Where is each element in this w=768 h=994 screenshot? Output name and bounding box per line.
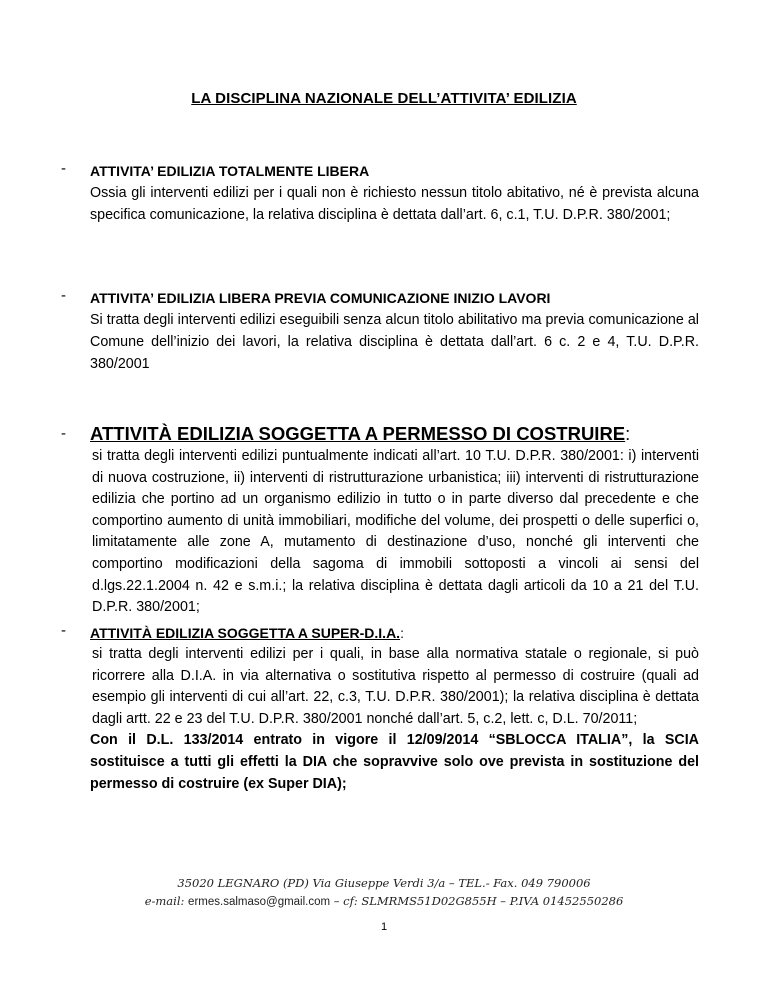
section-heading-row (90, 622, 699, 644)
section-heading-colon: : (625, 423, 631, 444)
page-number: 1 (380, 921, 388, 933)
footer-address: 35020 LEGNARO (PD) Via Giuseppe Verdi 3/a – TEL.- Fax. 049 790006 (177, 876, 591, 890)
section-body: si tratta degli interventi edilizi per i quali, in base alla normativa statale o regionale, si può ricorrere alla D.I.A. in via alternativa o sostitutiva rispetto al permesso di costruire (quali ad esempio gli interventi di cui all’art. 22, c.3, T.U. D.P.R. 380/2001); la relativa disciplina è dettata dagli artt. 22 e 23 del T.U. D.P.R. 380/2001 nonché dall’art. 5, c.2, lett. c, D.L. 70/2011; (92, 646, 699, 727)
section-libera-previa-comunicazione (61, 287, 699, 376)
section-heading-row (90, 422, 699, 446)
section-bold-note: Con il D.L. 133/2014 entrato in vigore il 12/09/2014 “SBLOCCA ITALIA”, la SCIA sostituisce a tutti gli effetti la DIA che sopravvive solo ove prevista in sostituzione del permesso di costruire (ex Super DIA); (90, 732, 699, 792)
section-super-dia (61, 622, 699, 795)
footer-tax-info: – cf: SLMRMS51D02G855H – P.IVA 01452550286 (333, 894, 624, 908)
section-heading: ATTIVITA’ EDILIZIA LIBERA PREVIA COMUNICAZIONE INIZIO LAVORI (90, 290, 551, 306)
footer-email: ermes.salmaso@gmail.com (188, 896, 331, 908)
list-dash: - (61, 425, 66, 442)
footer-contact (0, 894, 768, 908)
section-heading: ATTIVITA’ EDILIZIA TOTALMENTE LIBERA (90, 163, 370, 179)
section-body: Ossia gli interventi edilizi per i quali non è richiesto nessun titolo abitativo, né è prevista alcuna specifica comunicazione, la relativa disciplina è dettata dall’art. 6, c.1, T.U. D.P.R. 380/2001; (90, 185, 699, 224)
list-dash: - (61, 160, 66, 177)
section-permesso-di-costruire (61, 422, 699, 619)
section-heading: ATTIVITÀ EDILIZIA SOGGETTA A SUPER-D.I.A. (90, 625, 401, 641)
document-title: LA DISCIPLINA NAZIONALE DELL’ATTIVITA’ EDILIZIA (191, 90, 577, 107)
section-totalmente-libera (61, 160, 699, 226)
section-heading-colon: : (400, 625, 404, 641)
footer-email-label: e-mail: (144, 894, 185, 908)
section-body: si tratta degli interventi edilizi puntualmente indicati all’art. 10 T.U. D.P.R. 380/2001: i) interventi di nuova costruzione, ii) interventi di ristrutturazione urbanistica; iii) interventi di ristrutturazione edilizia che portino ad un organismo edilizio in tutto o in parte diverso dal precedente e che comportino aumento di unità immobiliari, modifiche del volume, dei prospetti o delle superfici o, limitatamente alle zone A, mutamento di destinazione d’uso, nonché gli interventi che comportino modificazioni della sagoma di immobili sottoposti a vincoli ai sensi del d.lgs.22.1.2004 n. 42 e s.m.i.; la relativa disciplina è dettata dagli articoli da 10 a 21 del T.U. D.P.R. 380/2001; (92, 448, 699, 616)
section-heading: ATTIVITÀ EDILIZIA SOGGETTA A PERMESSO DI COSTRUIRE (90, 423, 626, 444)
section-body: Si tratta degli interventi edilizi eseguibili senza alcun titolo abilitativo ma previa comunicazione al Comune dell’inizio dei lavori, la relativa disciplina è dettata dall’art. 6 c. 2 e 4, T.U. D.P.R. 380/2001 (90, 312, 699, 373)
list-dash: - (61, 622, 66, 639)
list-dash: - (61, 287, 66, 304)
